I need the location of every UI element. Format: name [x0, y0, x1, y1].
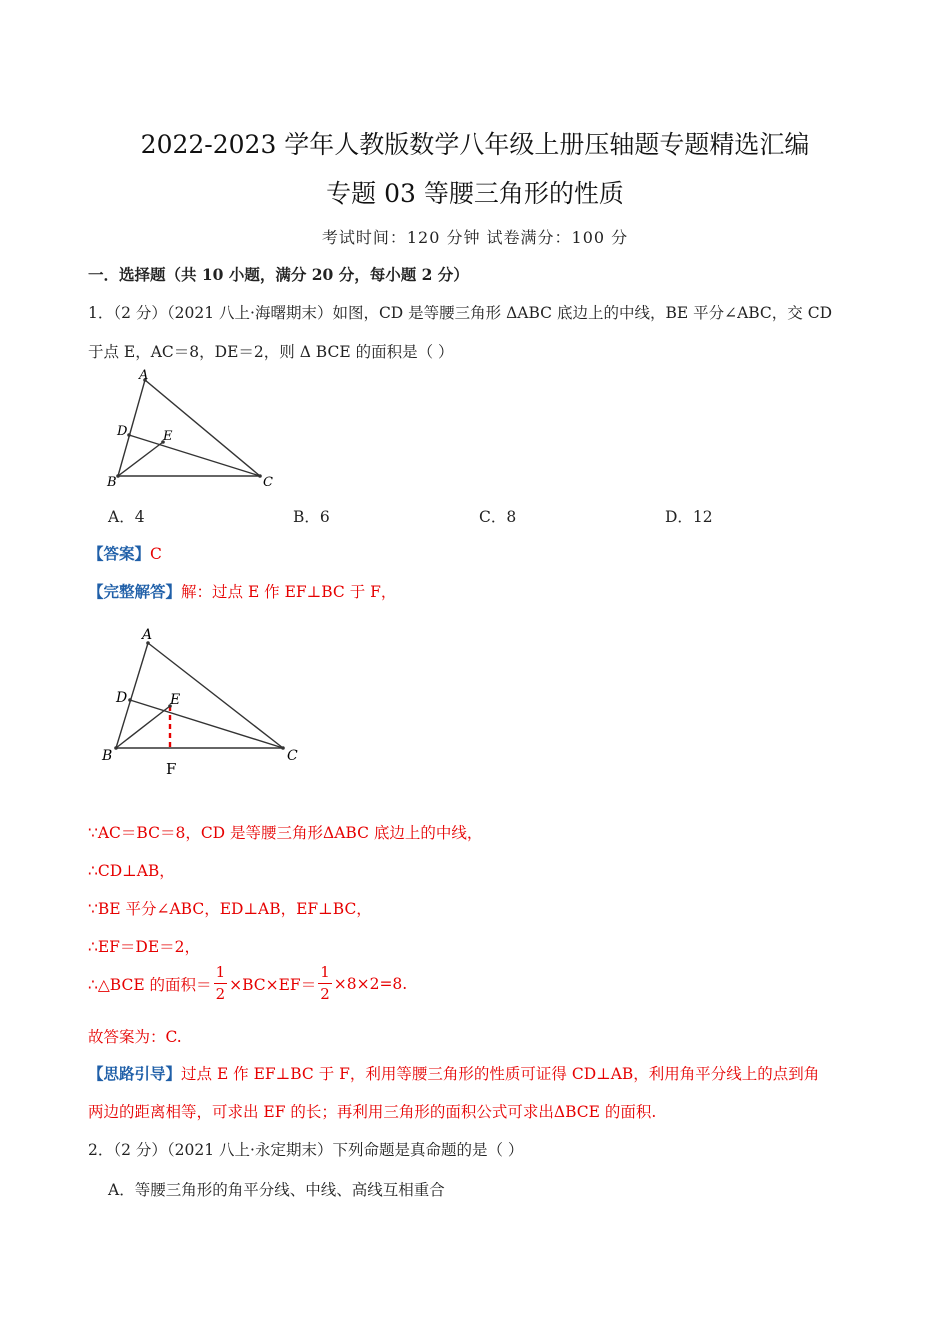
exam-info: 考试时间：120 分钟 试卷满分：100 分: [321, 228, 629, 247]
q1-figure: [95, 368, 285, 493]
q1-option-c: C．8: [479, 508, 517, 526]
fraction-half: $\frac{1}{2}$: [215, 963, 226, 1003]
label-e: E: [170, 692, 181, 708]
label-b: B: [102, 748, 113, 764]
q1-answer: [88, 542, 162, 564]
label-c: C: [287, 748, 298, 764]
q1-stem-line1: 1．（2 分）（2021 八上·海曙期末）如图，CD 是等腰三角形 ΔABC 底边上的中线，BE 平分∠ABC，交 CD: [88, 304, 833, 322]
q1-step-4: ∴EF＝DE＝2，: [88, 938, 201, 956]
answer-value: C: [150, 545, 162, 563]
q1-stem-line2: 于点 E，AC＝8，DE＝2，则 Δ BCE 的面积是（ ）: [88, 343, 454, 361]
doc-title: 2022-2023 学年人教版数学八年级上册压轴题专题精选汇编: [140, 130, 810, 159]
label-a: A: [139, 368, 149, 383]
doc-subtitle: 专题 03 等腰三角形的性质: [326, 179, 624, 208]
q1-option-a: A．4: [108, 508, 145, 526]
q1-step-3: ∵BE 平分∠ABC，ED⊥AB，EF⊥BC，: [88, 900, 372, 918]
hint-text-1: 过点 E 作 EF⊥BC 于 F，利用等腰三角形的性质可证得 CD⊥AB，利用角平分线上的点到角: [181, 1065, 820, 1083]
label-f: F: [166, 760, 177, 778]
q1-hint-line1: [88, 1062, 819, 1084]
q2-option-a: A．等腰三角形的角平分线、中线、高线互相重合: [108, 1181, 445, 1199]
solution-intro-text: 解：过点 E 作 EF⊥BC 于 F，: [181, 583, 397, 601]
segment-cd: [129, 435, 260, 476]
q1-conclusion: 故答案为：C.: [88, 1028, 182, 1046]
section-heading: 一．选择题（共 10 小题，满分 20 分，每小题 2 分）: [88, 265, 469, 284]
q1-solution-figure: [90, 618, 315, 783]
label-c: C: [263, 475, 273, 490]
q1-solution-intro: [88, 580, 396, 602]
area-middle: ×BC×EF＝: [229, 975, 317, 994]
label-e: E: [163, 429, 173, 444]
hint-tag: 【思路引导】: [88, 1064, 182, 1083]
answer-tag: 【答案】: [88, 544, 151, 563]
side-ac: [148, 643, 283, 748]
label-d: D: [117, 424, 128, 439]
segment-be: [116, 706, 170, 748]
q1-step-2: ∴CD⊥AB，: [88, 862, 175, 880]
label-d: D: [116, 690, 128, 706]
fraction-half-2: $\frac{1}{2}$: [320, 963, 330, 1003]
area-suffix: ×8×2=8.: [333, 974, 408, 993]
q1-area-step: [88, 965, 407, 1002]
q2-stem: 2．（2 分）（2021 八上·永定期末）下列命题是真命题的是（ ）: [88, 1141, 524, 1159]
q1-step-1: ∵AC＝BC＝8，CD 是等腰三角形ΔABC 底边上的中线，: [88, 824, 483, 842]
q1-hint-line2: 两边的距离相等，可求出 EF 的长；再利用三角形的面积公式可求出ΔBCE 的面积.: [88, 1103, 657, 1121]
segment-cd: [130, 700, 283, 748]
q1-option-b: B．6: [293, 508, 330, 526]
q1-option-d: D．12: [665, 508, 713, 526]
segment-be: [118, 442, 163, 476]
label-a: A: [142, 627, 153, 643]
side-ac: [145, 380, 260, 476]
area-prefix: ∴△BCE 的面积＝: [88, 975, 212, 994]
label-b: B: [107, 475, 117, 490]
solution-tag: 【完整解答】: [88, 582, 182, 601]
